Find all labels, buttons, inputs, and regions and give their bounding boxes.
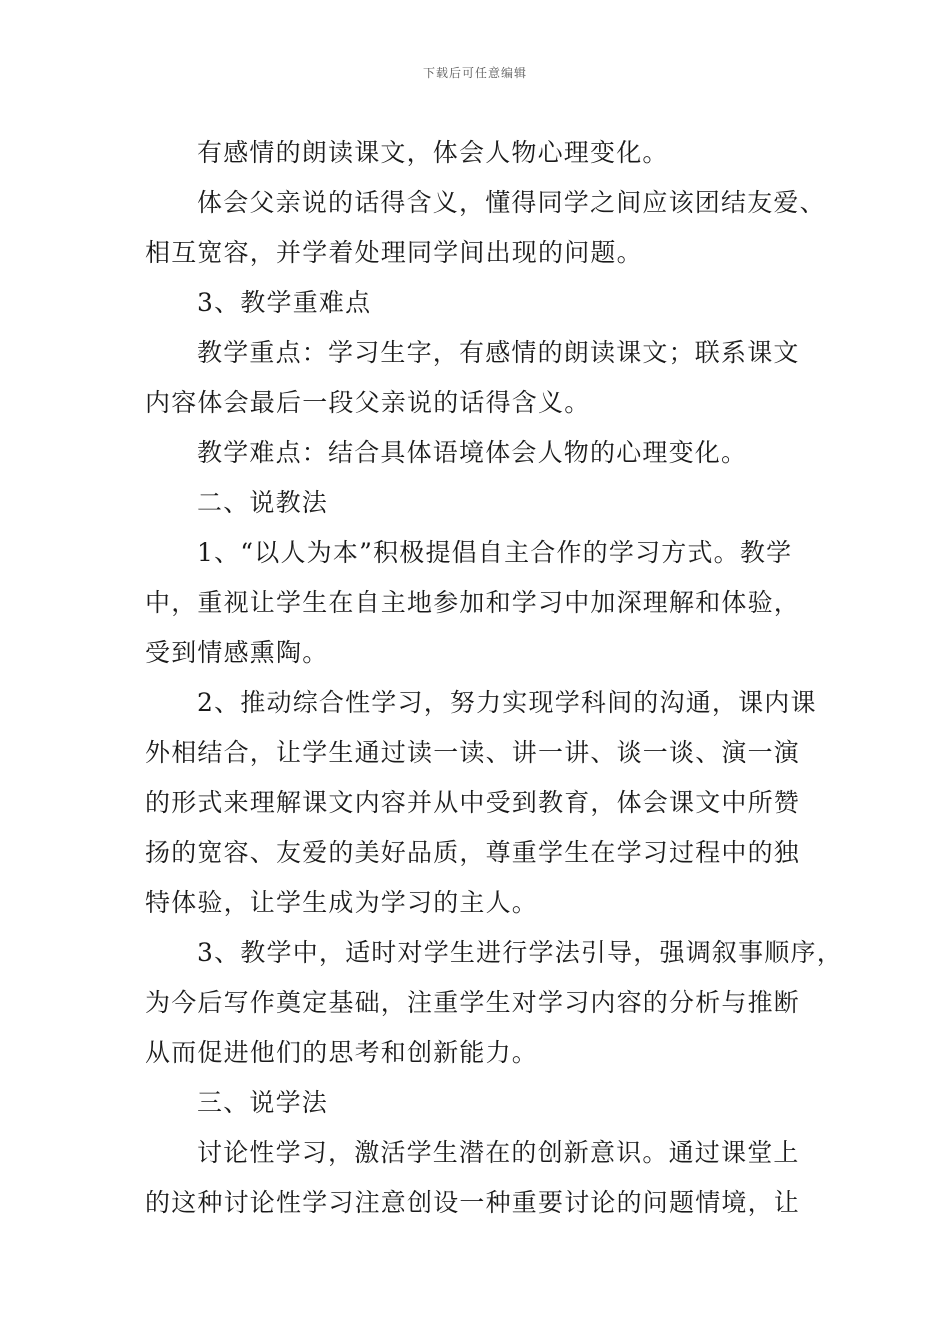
- paragraph-line: 内容体会最后一段父亲说的话得含义。: [145, 388, 591, 417]
- section-heading: 二、说教法: [197, 488, 329, 517]
- section-heading: 3、教学重难点: [197, 288, 372, 317]
- paragraph-line: 外相结合，让学生通过读一读、讲一讲、谈一谈、演一演: [145, 738, 801, 767]
- paragraph-line: 的这种讨论性学习注意创设一种重要讨论的问题情境，让: [145, 1188, 801, 1217]
- paragraph-line: 有感情的朗读课文，体会人物心理变化。: [197, 138, 669, 167]
- paragraph-line: 2、推动综合性学习，努力实现学科间的沟通，课内课: [197, 688, 817, 717]
- paragraph-line: 受到情感熏陶。: [145, 638, 329, 667]
- paragraph-line: 讨论性学习，激活学生潜在的创新意识。通过课堂上: [197, 1138, 800, 1167]
- paragraph-line: 的形式来理解课文内容并从中受到教育，体会课文中所赞: [145, 788, 801, 817]
- paragraph-line: 3、教学中，适时对学生进行学法引导，强调叙事顺序，: [197, 938, 843, 967]
- header-note: 下载后可任意编辑: [422, 66, 527, 80]
- section-heading: 三、说学法: [197, 1088, 329, 1117]
- paragraph-line: 为今后写作奠定基础，注重学生对学习内容的分析与推断: [145, 988, 801, 1017]
- paragraph-line: 扬的宽容、友爱的美好品质，尊重学生在学习过程中的独: [145, 838, 801, 867]
- paragraph-line: 从而促进他们的思考和创新能力。: [145, 1038, 539, 1067]
- body-text: [145, 128, 843, 1228]
- paragraph-line: 1、“以人为本”积极提倡自主合作的学习方式。教学: [197, 538, 793, 567]
- paragraph-line: 教学重点：学习生字，有感情的朗读课文；联系课文: [197, 338, 800, 367]
- paragraph-line: 体会父亲说的话得含义，懂得同学之间应该团结友爱、: [197, 188, 826, 217]
- paragraph-line: 相互宽容，并学着处理同学间出现的问题。: [145, 238, 643, 267]
- paragraph-line: 教学难点：结合具体语境体会人物的心理变化。: [197, 438, 748, 467]
- paragraph-line: 特体验，让学生成为学习的主人。: [145, 888, 539, 917]
- paragraph-line: 中，重视让学生在自主地参加和学习中加深理解和体验，: [145, 588, 801, 617]
